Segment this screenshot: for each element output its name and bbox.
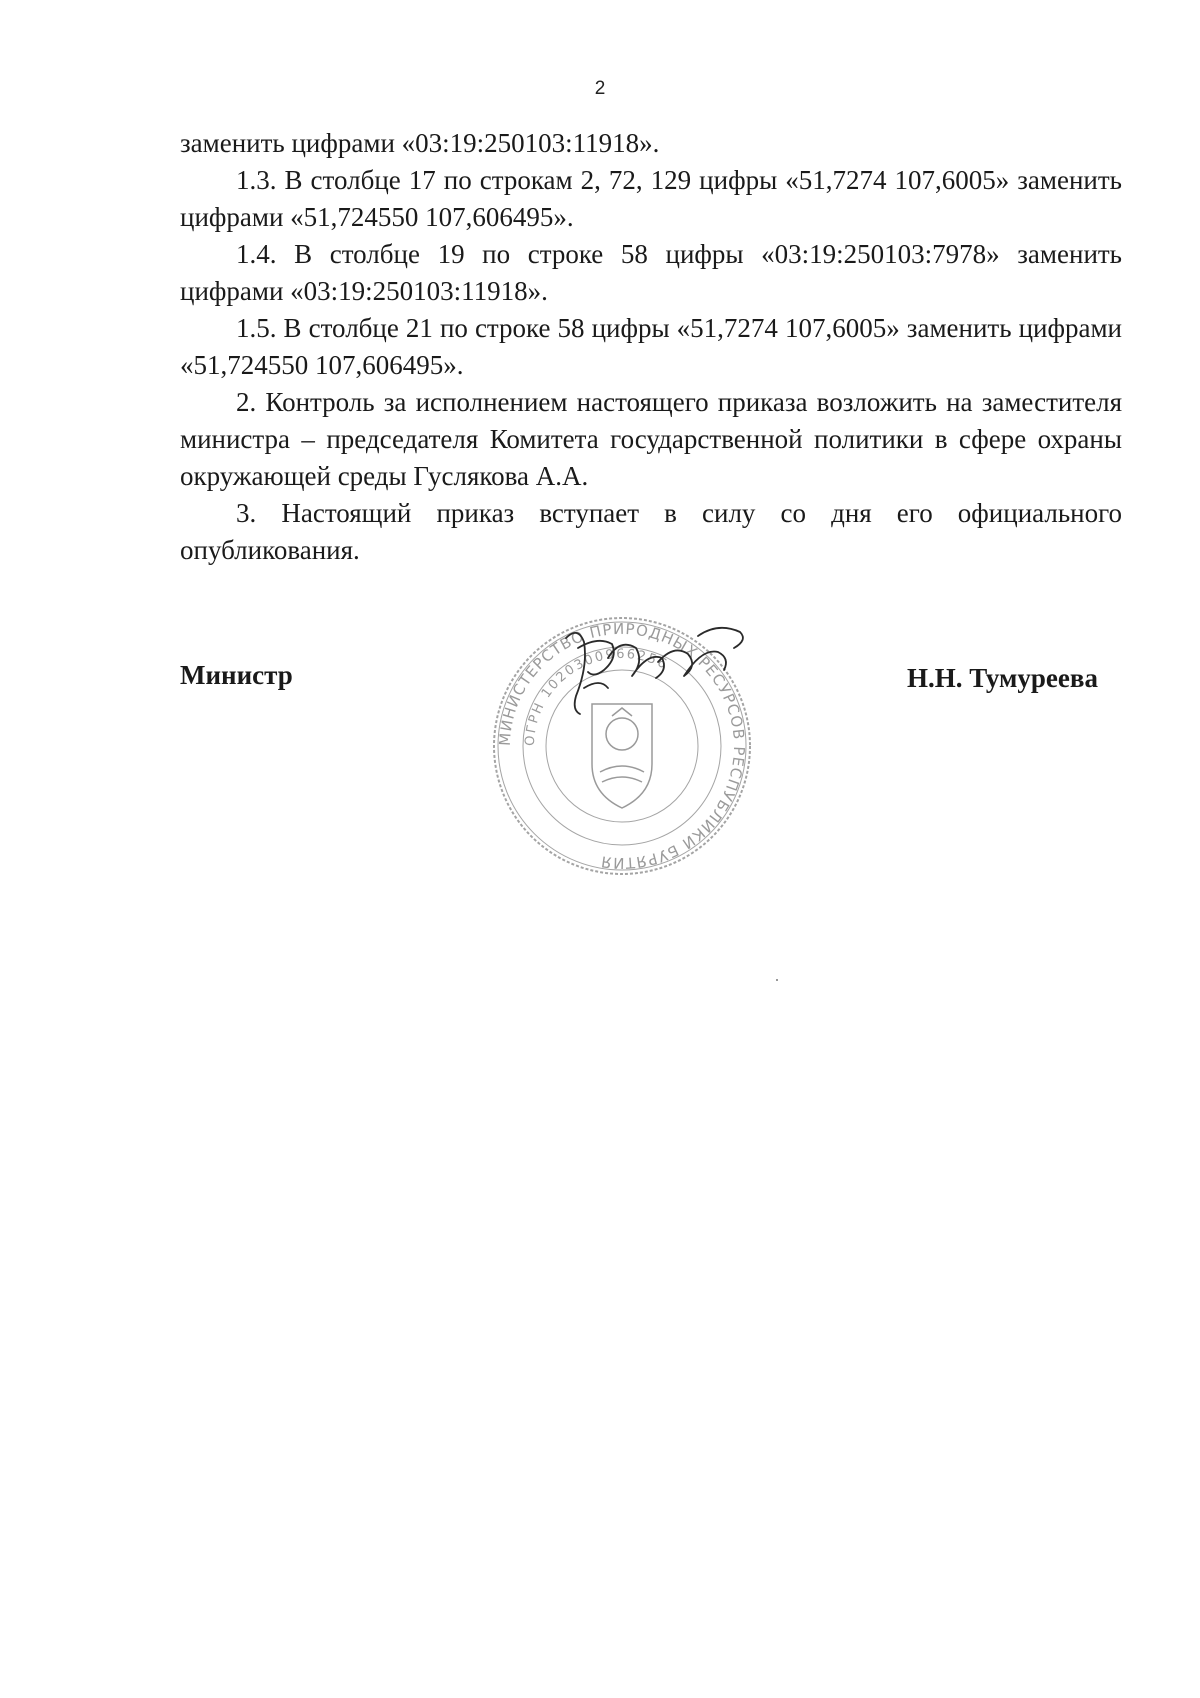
seal-inner-text: ОГРН 1020300966256 [522, 646, 671, 747]
scan-speck [776, 979, 778, 981]
seal-outer-text: МИНИСТЕРСТВО ПРИРОДНЫХ РЕСУРСОВ РЕСПУБЛИКИ БУРЯТИЯ [495, 619, 749, 873]
paragraph-3: 3. Настоящий приказ вступает в силу со дня его официального опубликования. [180, 498, 1122, 565]
page-number: 2 [594, 78, 606, 99]
paragraph-1-4: 1.4. В столбце 19 по строке 58 цифры «03:19:250103:7978» заменить цифрами «03:19:250103:11918». [180, 239, 1122, 306]
handwritten-signature [548, 618, 758, 728]
document-body [180, 125, 1122, 569]
paragraph-2: 2. Контроль за исполнением настоящего приказа возложить на заместителя министра – председателя Комитета государственной политики в сфере охраны окружающей среды Гуслякова А.А. [180, 387, 1122, 491]
paragraph-1-5: 1.5. В столбце 21 по строке 58 цифры «51,7274 107,6005» заменить цифрами «51,724550 107,606495». [180, 313, 1122, 380]
signatory-title: Министр [180, 660, 293, 690]
paragraph-1: заменить цифрами «03:19:250103:11918». [180, 128, 660, 158]
signatory-name: Н.Н. Тумуреева [906, 663, 1098, 693]
paragraph-1-3: 1.3. В столбце 17 по строкам 2, 72, 129 цифры «51,7274 107,6005» заменить цифрами «51,724550 107,606495». [180, 165, 1122, 232]
